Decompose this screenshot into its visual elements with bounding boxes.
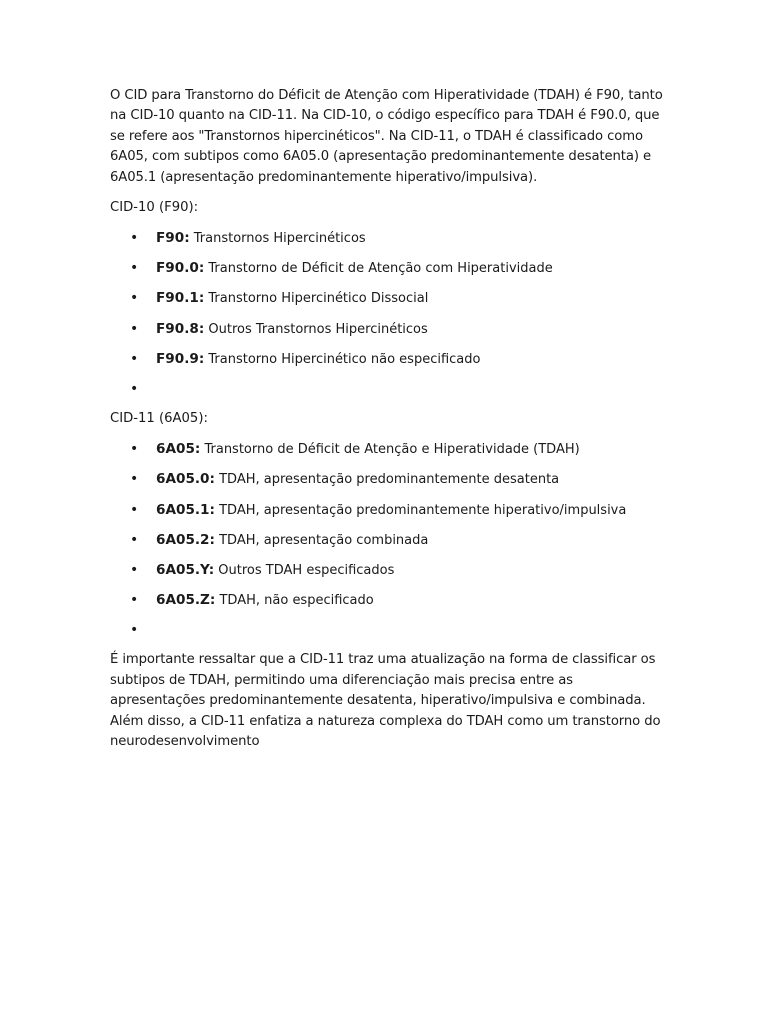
item-code: 6A05: (156, 441, 201, 458)
item-text: Outros TDAH especificados (214, 562, 395, 578)
list-item (110, 439, 666, 469)
bullet-icon: • (130, 471, 139, 488)
bullet-icon: • (130, 260, 139, 277)
item-code: 6A05.Y: (156, 561, 215, 578)
item-text: Transtorno de Déficit de Atenção e Hiperatividade (TDAH) (200, 442, 580, 458)
item-text: TDAH, não especificado (215, 593, 374, 609)
list-item (110, 319, 666, 349)
cid10-heading: CID-10 (F90): (110, 200, 199, 216)
list-item (110, 500, 666, 530)
bullet-icon: • (130, 441, 139, 458)
item-code: F90.8: (156, 320, 205, 337)
bullet-icon: • (130, 561, 139, 578)
cid10-list (110, 228, 666, 409)
list-item (110, 469, 666, 499)
cid11-heading: CID-11 (6A05): (110, 411, 208, 427)
bullet-icon: • (130, 230, 139, 247)
list-item (110, 288, 666, 318)
item-text: Transtornos Hipercinéticos (189, 231, 366, 247)
closing-paragraph: É importante ressaltar que a CID-11 traz uma atualização na forma de classificar os subtipos de TDAH, permitindo uma diferenciação mais precisa entre as apresentações predominantemente desatenta, hiperativo/impulsiva e combinada. Além disso, a CID-11 enfatiza a natureza complexa do TDAH como um transtorno do neurodesenvolvimento (110, 652, 661, 750)
bullet-icon: • (130, 501, 139, 518)
item-text: Outros Transtornos Hipercinéticos (204, 321, 428, 337)
list-item (110, 590, 666, 620)
bullet-icon: • (130, 622, 139, 639)
list-item (110, 530, 666, 560)
document-page (110, 86, 666, 753)
cid11-list (110, 439, 666, 650)
bullet-icon: • (130, 592, 139, 609)
list-item (110, 349, 666, 379)
bullet-icon: • (130, 350, 139, 367)
bullet-icon: • (130, 380, 139, 397)
item-text: TDAH, apresentação predominantemente hiperativo/impulsiva (214, 502, 627, 518)
item-code: F90.1: (156, 290, 205, 307)
intro-paragraph: O CID para Transtorno do Déficit de Atenção com Hiperatividade (TDAH) é F90, tanto na CID-10 quanto na CID-11. Na CID-10, o código específico para TDAH é F90.0, que se refere aos "Transtornos hipercinéticos". Na CID-11, o TDAH é classificado como 6A05, com subtipos como 6A05.0 (apresentação predominantemente desatenta) e 6A05.1 (apresentação predominantemente hiperativo/impulsiva). (110, 88, 663, 185)
item-text: TDAH, apresentação predominantemente desatenta (214, 472, 560, 488)
list-item (110, 228, 666, 258)
list-item-empty (110, 379, 666, 409)
item-code: F90.9: (156, 350, 205, 367)
item-code: 6A05.1: (156, 501, 215, 518)
list-item (110, 258, 666, 288)
item-text: Transtorno Hipercinético não especificado (204, 351, 481, 367)
bullet-icon: • (130, 320, 139, 337)
list-item (110, 560, 666, 590)
list-item-empty (110, 620, 666, 650)
item-text: Transtorno Hipercinético Dissocial (204, 291, 429, 307)
bullet-icon: • (130, 290, 139, 307)
item-code: 6A05.2: (156, 531, 215, 548)
item-text: Transtorno de Déficit de Atenção com Hiperatividade (204, 261, 553, 277)
item-code: F90.0: (156, 260, 205, 277)
item-text: TDAH, apresentação combinada (214, 532, 429, 548)
bullet-icon: • (130, 531, 139, 548)
item-code: F90: (156, 230, 190, 247)
item-code: 6A05.0: (156, 471, 215, 488)
item-code: 6A05.Z: (156, 592, 216, 609)
